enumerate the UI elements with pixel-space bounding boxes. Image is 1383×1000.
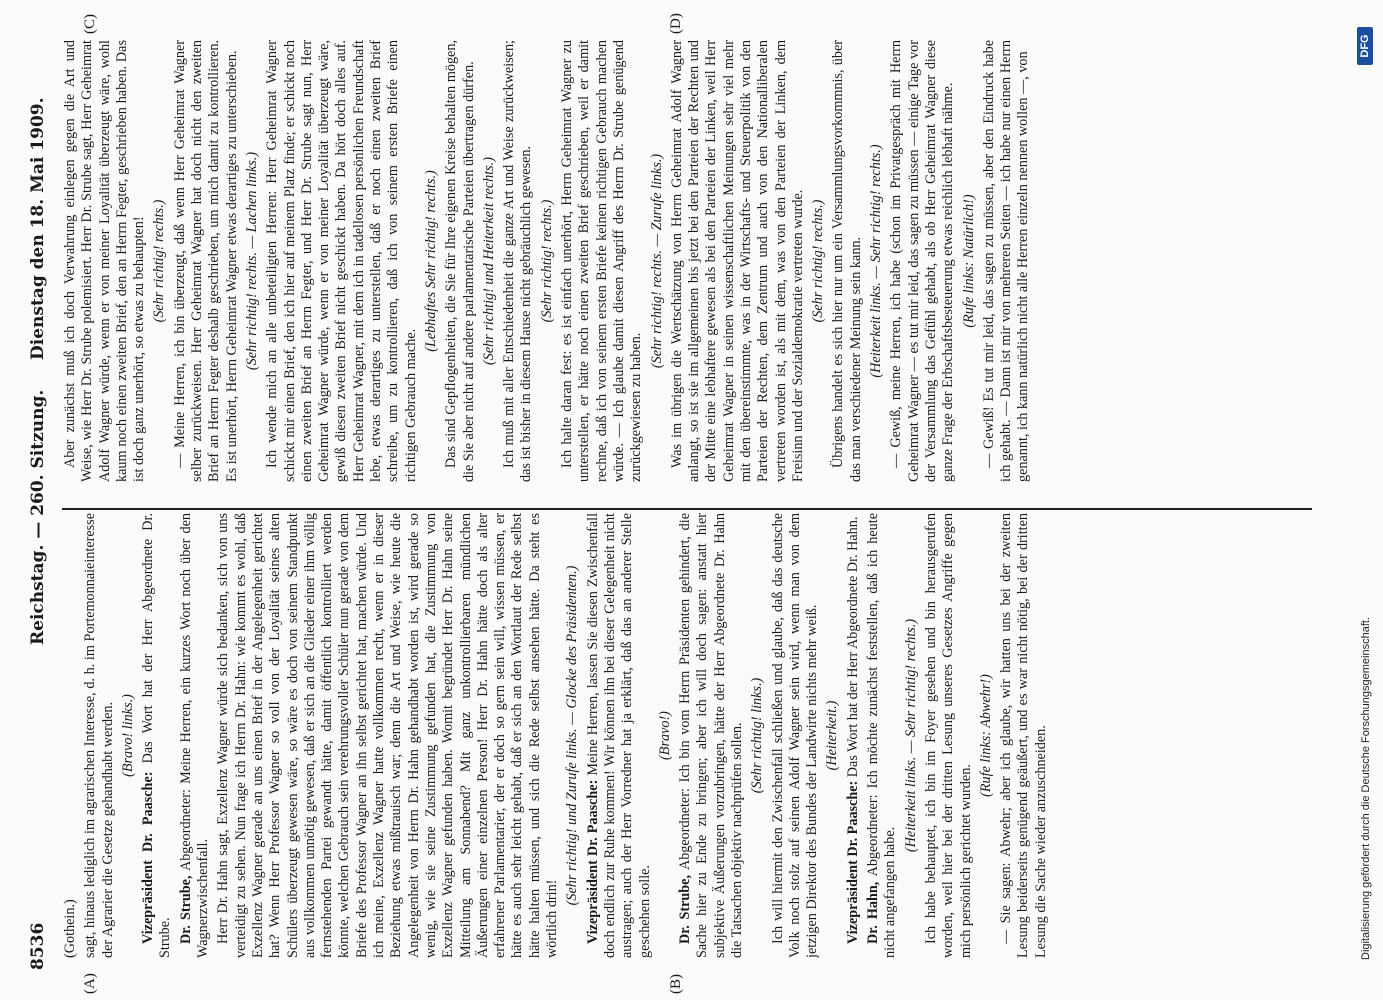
interjection: (Sehr richtig! und Heiterkeit rechts.) [480, 157, 497, 365]
paragraph [585, 513, 654, 958]
running-head-right: Dienstag den 18. Mai 1909. [28, 97, 48, 360]
digitization-footer [1355, 34, 1379, 960]
speech-text: Das Wort hat der Herr Abgeordnete Dr. Hahn. [844, 516, 861, 778]
interjection: (Sehr richtig! und Zurufe links. — Glocke des Präsidenten.) [564, 565, 581, 906]
speaker-name: Dr. Strube, [677, 874, 694, 944]
margin-mark-c: (C) [82, 14, 98, 34]
paragraph: Das sind Gepflogenheiten, die Sie für Ihre eigenen Kreise behalten mögen, die Sie aber nicht auf andere parlamentarische Parteien übertragen dürfen. [443, 40, 477, 482]
speech-text: Abgeordneter: Ich möchte zunächst feststellen, daß ich heute nicht angefangen habe. [865, 513, 899, 958]
paragraph: Ich habe behauptet, ich bin im Foyer gesehen und bin herausgerufen worden, weil hier bei der dritten Lesung unseres Gesetzes Angriffe gegen mich persönlich gerichtet wurden. [922, 513, 974, 958]
dfg-logo-icon: DFG [1357, 27, 1373, 65]
margin-mark-b: (B) [668, 974, 684, 994]
interjection: (Sehr richtig! rechts. — Zurufe links.) [648, 153, 665, 369]
paragraph [178, 513, 213, 958]
interjection: (Heiterkeit.) [824, 700, 841, 771]
paragraph [865, 513, 900, 958]
right-column [62, 40, 1332, 482]
paragraph: — Sie sagen: Abwehr; aber ich glaube, wir hatten uns bei der zweiten Lesung beiderseits genügend geäußert, und es war nicht nötig, bei der dritten Lesung die Sache wieder anzuschneiden. [998, 513, 1049, 958]
paragraph: Ich halte daran fest: es ist einfach unerhört, Herrn Geheimrat Wagner zu unterstellen, er hätte noch einen zweiten Brief geschrieben, weil er damit rechne, daß ich von seinem ersten Briefe keinen richtigen Gebrauch machen würde. — Ich glaube damit diesen Angriff des Herrn Dr. Strube genügend zurückgewiesen zu haben. [559, 40, 645, 482]
interjection: (Lebhaftes Sehr richtig! rechts.) [422, 170, 439, 352]
paragraph: Übrigens handelt es sich hier nur um ein Versammlungsvorkommnis, über das man verschiedener Meinung sein kann. [830, 40, 864, 482]
interjection: (Sehr richtig! rechts.) [538, 199, 555, 323]
paragraph [677, 513, 746, 958]
interjection: (Sehr richtig! rechts.) [810, 199, 827, 323]
paragraph: Herr Dr. Hahn sagt, Exzellenz Wagner würde sich bedanken, sich von uns verteidigt zu sehen. Nun frage ich Herrn Dr. Hahn: wie kommt es wohl, daß Exzellenz Wagner gerade an uns einen Brief in der Angelegenheit gerichtet hat? Wenn Herr Professor Wagner so voll von der Loyalität seines alten Schülers überzeugt gewesen wäre, so wäre es doch von seinem Standpunkt aus vollkommen unnötig gewesen, daß er sich an die Glieder einer ihm völlig fernstehenden Partei gewandt hätte, damit öffentlich kontrolliert werden könnte, welchen Gebrauch sein verehrungsvoller Schüler nun gerade von dem Briefe des Professor Wagner an ihn selbst gerichtet hat, machen würde. Und ich meine, Exzellenz Wagner hatte vollkommen recht, wenn er in dieser Beziehung etwas mißtrauisch war; denn die Art und Weise, wie heute die Angelegenheit von Herrn Dr. Hahn gehandhabt worden ist, wird gerade so wenig, wie sie seine Zustimmung gefunden hat, die Zustimmung von Exzellenz Wagner gefunden haben. Womit begründet Herr Dr. Hahn seine Mitteilung am Sonnabend? Mit ganz unkontrollierbaren mündlichen Äußerungen einer einzelnen Person! Herr Dr. Hahn hätte doch als alter erfahrener Parlamentarier, der er doch so gern sein will, wissen müssen, er hätte es auch sehr leicht gehabt, daß er sich an den Wortlaut der Rede selbst hätte halten müssen, und sich die Rede selbst ansehen hätte. Da steht es wörtlich drin! [215, 513, 561, 958]
interjection: (Rufe links: Abwehr!) [977, 674, 994, 797]
paragraph: Aber zunächst muß ich doch Verwahrung einlegen gegen die Art und Weise, wie Herr Dr. Strube polemisiert. Herr Dr. Strube sagt, Herr Geheimrat Adolf Wagner würde, wenn er von meiner Loyalität überzeugt wäre, wohl kaum noch einen zweiten Brief, den an Herrn Fegter, geschrieben haben. Das ist doch ganz unerhört, so etwas zu behaupten! [62, 40, 148, 482]
speech-text: Abgeordneter: Meine Herren, ein kurzes Wort noch über den Wagnerzwischenfall. [177, 513, 212, 958]
interjection: (Bravo!) [656, 711, 673, 760]
speaker-reference: (Gothein.) [62, 899, 78, 958]
paragraph: — Gewiß, meine Herren, ich habe (schon im Privatgespräch mit Herrn Geheimrat Wagner — es tut mir leid, das sagen zu müssen — einige Tage vor der Versammlung das Gefühl gehabt, als ob Herr Geheimrat Wagner diese ganze Frage der Erbschaftsbesteuerung etwas reichlich lebhaft nähme. [888, 40, 957, 482]
left-column [62, 513, 1332, 958]
column-divider [62, 509, 1312, 511]
paragraph: — Meine Herren, ich bin überzeugt, daß wenn Herr Geheimrat Wagner selber zurückweisen. Herr Geheimrat Wagner hat doch nicht den zweiten Brief an Herrn Fegter deshalb geschrieben, um mich damit zu kontrollieren. Es ist unerhört, Herrn Geheimrat Wagner etwas derartiges zu unterschieben. [171, 40, 240, 482]
paragraph: Ich muß mit aller Entschiedenheit die ganze Art und Weise zurückweisen; das ist bisher in diesem Hause nicht gebräuchlich gewesen. [501, 40, 535, 482]
interjection: (Sehr richtig! links.) [749, 677, 766, 794]
paragraph [845, 513, 862, 958]
paragraph [140, 513, 175, 958]
interjection: (Heiterkeit links. — Sehr richtig! rechts.) [902, 618, 919, 853]
paragraph: sagt, hinaus lediglich im agrarischen Interesse, d. h. im Portemonnaieinteresse der Agrarier die Gesetze gehandhabt werden. [82, 513, 116, 958]
speaker-name: Vizepräsident Dr. Paasche: [844, 780, 861, 944]
speaker-name: Dr. Strube, [177, 875, 194, 944]
paragraph: Ich will hiermit den Zwischenfall schließen und glaube, daß das deutsche Volk noch stolz auf seinen Adolf Wagner sein wird, wenn man von dem jetzigen Direktor des Bundes der Landwirte nichts mehr weiß. [769, 513, 821, 958]
speaker-name: Vizepräsident Dr. Paasche: [584, 779, 601, 944]
interjection: (Bravo! links.) [119, 694, 136, 777]
margin-mark-d: (D) [668, 13, 684, 34]
speech-text: Abgeordneter: Ich bin vom Herrn Präsidenten gehindert, die Sache hier zu Ende zu bringen; aber ich will doch sagen: anstatt hier subjektive Äußerungen vorzubringen, hätte der Herr Abgeordnete Dr. Hahn die Tatsachen objektiv nachprüfen sollen. [677, 513, 745, 958]
speaker-name: Vizepräsident Dr. Paasche: [140, 771, 157, 944]
paragraph: Ich wende mich an alle unbeteiligten Herren: Herr Geheimrat Wagner schickt mir einen Brief, den ich hier auf meinem Platz finde; er schickt noch einen zweiten Brief an Herrn Fegter, und Herr Dr. Strube sagt nun, Herr Geheimrat Wagner würde, wenn er von meiner Loyalität überzeugt wäre, gewiß diesen zweiten Brief nicht geschickt haben. Da hört doch alles auf. Herr Geheimrat Wagner, mit dem ich in tadellosen persönlichen Freundschaft lebe, etwas derartiges zu unterstellen, daß er noch einen zweiten Brief schreibe, um zu kontrollieren, daß ich von seinem ersten Briefe einen richtigen Gebrauch mache. [264, 40, 419, 482]
interjection: (Heiterkeit links. — Sehr richtig! rechts.) [868, 144, 885, 378]
page-number: 8536 [28, 922, 48, 970]
running-head-left: Reichstag. — 260. Sitzung. [28, 389, 48, 645]
interjection: (Sehr richtig! rechts. — Lachen links.) [243, 151, 260, 371]
paragraph: Was im übrigen die Wertschätzung von Herrn Geheimrat Adolf Wagner anlangt, so ist sie im allgemeinen bis jetzt bei den Parteien der Rechten und der Mitte eine lebhaftere gewesen als bei den Parteien der Linken, weil Herr Geheimrat Wagner in seinen wissenschaftlichen Meinungen sehr viel mehr mit den übereinstimmte, was in der Wirtschafts- und Steuerpolitik von den Parteien der Rechten, dem Zentrum und auch von den Nationalliberalen vertreten worden ist, als mit dem, was von den Parteien der Linken, dem Freisinn und der Sozialdemokratie vertreten wurde. [668, 40, 806, 482]
margin-mark-a: (A) [82, 973, 98, 994]
digitization-note: Digitalisierung gefördert durch die Deutsche Forschungsgemeinschaft. [1360, 616, 1372, 960]
speech-text: Das Wort hat der Herr Abgeordnete Dr. Strube. [140, 513, 174, 958]
page-header [28, 0, 58, 1000]
interjection: (Sehr richtig! rechts.) [151, 199, 168, 323]
paragraph: — Gewiß! Es tut mir leid, das sagen zu müssen, aber den Eindruck habe ich gehabt. — Dann ist mir von mehreren Seiten — ich habe nur einen Herrn genannt, ich kann natürlich nicht alle Herren einzeln nennen wollen —, von [980, 40, 1032, 482]
speaker-name: Dr. Hahn, [865, 881, 882, 944]
interjection: (Rufe links: Natürlich!) [960, 194, 977, 328]
speech-text: Meine Herren, lassen Sie diesen Zwischenfall doch endlich zur Ruhe kommen! Wir können ihn bei dieser Gelegenheit nicht austragen; auch der Herr Vorredner hat ja erklärt, daß das an anderer Stelle geschehen solle. [584, 513, 653, 958]
